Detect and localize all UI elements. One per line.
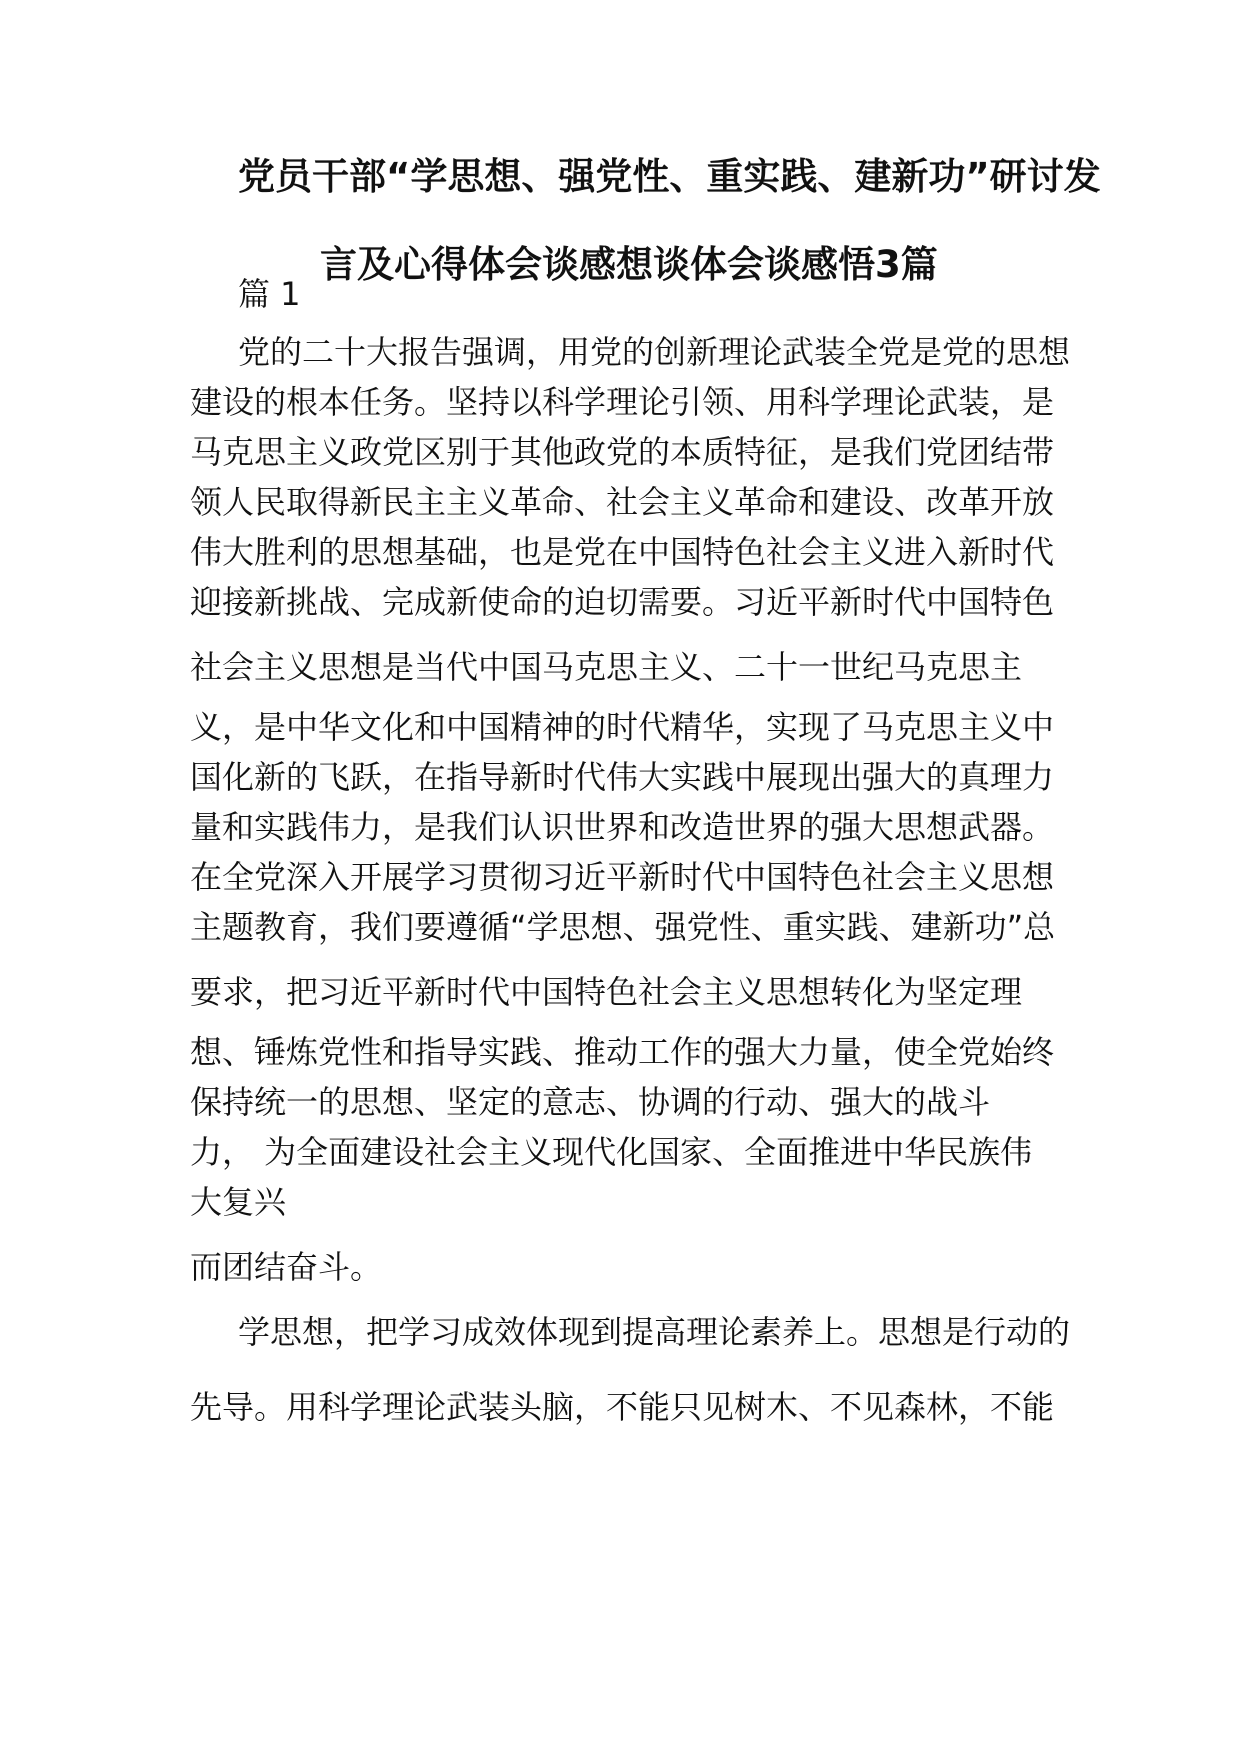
paragraph-line: 要求，把习近平新时代中国特色社会主义思想转化为坚定理 — [190, 973, 1023, 1011]
paragraph-line: 大复兴 — [190, 1183, 287, 1221]
paragraph-line: 想、锤炼党性和指导实践、推动工作的强大力量，使全党始终 — [190, 1033, 1055, 1071]
document-title-line-1: 党员干部“学思想、强党性、重实践、建新功”研讨发 — [238, 155, 1101, 198]
paragraph-line: 力， 为全面建设社会主义现代化国家、全面推进中华民族伟 — [190, 1133, 1033, 1171]
paragraph-line: 而团结奋斗。 — [190, 1248, 383, 1286]
paragraph-line: 马克思主义政党区别于其他政党的本质特征，是我们党团结带 — [190, 433, 1055, 471]
paragraph-line: 伟大胜利的思想基础，也是党在中国特色社会主义进入新时代 — [190, 533, 1055, 571]
paragraph-line: 建设的根本任务。坚持以科学理论引领、用科学理论武装，是 — [190, 383, 1055, 421]
paragraph-line: 国化新的飞跃，在指导新时代伟大实践中展现出强大的真理力 — [190, 758, 1055, 796]
document-title-line-2: 言及心得体会谈感想谈体会谈感悟3篇 — [320, 243, 938, 286]
paragraph-line: 保持统一的思想、坚定的意志、协调的行动、强大的战斗 — [190, 1083, 991, 1121]
paragraph-line: 先导。用科学理论武装头脑，不能只见树木、不见森林，不能 — [190, 1388, 1055, 1426]
paragraph-line: 主题教育，我们要遵循“学思想、强党性、重实践、建新功”总 — [190, 908, 1056, 946]
paragraph-line: 社会主义思想是当代中国马克思主义、二十一世纪马克思主 — [190, 648, 1023, 686]
paragraph-line: 领人民取得新民主主义革命、社会主义革命和建设、改革开放 — [190, 483, 1055, 521]
paragraph-line: 党的二十大报告强调，用党的创新理论武装全党是党的思想 — [238, 333, 1071, 371]
paragraph-line: 在全党深入开展学习贯彻习近平新时代中国特色社会主义思想 — [190, 858, 1055, 896]
paragraph-line: 学思想，把学习成效体现到提高理论素养上。思想是行动的 — [238, 1313, 1071, 1351]
paragraph-line: 量和实践伟力，是我们认识世界和改造世界的强大思想武器。 — [190, 808, 1055, 846]
paragraph-line: 迎接新挑战、完成新使命的迫切需要。习近平新时代中国特色 — [190, 583, 1055, 621]
section-heading: 篇 1 — [238, 275, 301, 313]
paragraph-line: 义，是中华文化和中国精神的时代精华，实现了马克思主义中 — [190, 708, 1055, 746]
